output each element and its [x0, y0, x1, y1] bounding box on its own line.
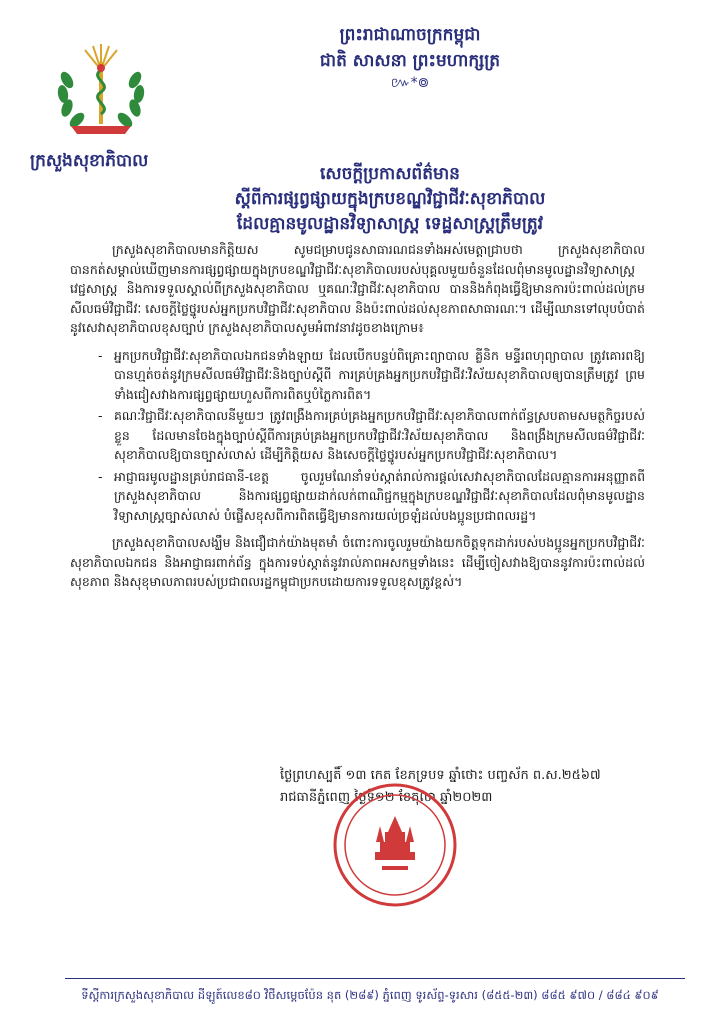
kingdom-title: ព្រះរាជាណាចក្រកម្ពុជា [339, 25, 481, 45]
footer-address: ទីស្តីការក្រសួងសុខាភិបាល ដីឡូត៍លេខ៨០ វិថីសម្តេចប៉ែន នុត (២៨៩) ភ្នំពេញ ទូរស័ព្ទ-ទូរសារ (៨៥៥-២៣) ៨៨៥ ៩៧០ / ៨៨៤ ៩០៩ [81, 988, 659, 1002]
ministry-name: ក្រសួងសុខាភិបាល [30, 151, 149, 171]
recommendation-list [70, 346, 645, 526]
title-line-1: សេចក្តីប្រកាសព័ត៌មាន [320, 164, 460, 184]
solar-date: រាជធានីភ្នំពេញ ថ្ងៃទី១២ ខែតុលា ឆ្នាំ២០២៣ [280, 790, 493, 805]
title-line-3: ដែលគ្មានមូលដ្ឋានវិទ្យាសាស្ត្រ ទេដ្ឋសាស្ត្រត្រឹមត្រូវ [236, 214, 544, 234]
list-item: - អាជ្ញាធរមូលដ្ឋានគ្រប់រាជធានី-ខេត្ត ចូលរួមណែនាំទប់ស្កាត់រាល់ការផ្តល់សេវាសុខាភិបាលដែលគ្មានការអនុញ្ញាតពីក្រសួងសុខាភិបាល និងការផ្សព្វផ្សាយដាក់លក់ពាណិជ្ជកម្មក្នុងក្របខណ្ឌវិជ្ជាជីវៈសុខាភិបាលដែលពុំមានមូលដ្ឋានវិទ្យាសាស្ត្រច្បាស់លាស់ បំផ្លើសខុសពីការពិតធ្វើឱ្យមានការយល់ច្រឡំដល់បងប្អូនប្រជាពលរដ្ឋ។ [70, 467, 645, 526]
ribbon [71, 126, 131, 134]
announcement-body [70, 240, 645, 592]
title-line-2: ស្តីពីការផ្សព្វផ្សាយក្នុងក្របខណ្ឌវិជ្ជាជីវៈសុខាភិបាល [234, 189, 546, 209]
footer-divider [65, 978, 685, 979]
list-item: - អ្នកប្រកបវិជ្ជាជីវៈសុខាភិបាលឯកជនទាំងឡាយ ដែលបើកបន្ទប់ពិគ្រោះព្យាបាល គ្លីនិក មន្ទីរពហុព្យាបាល ត្រូវគោរពឱ្យបានហ្មត់ចត់នូវក្រមសីលធម៌វិជ្ជាជីវៈនិងច្បាប់ស្តីពី ការគ្រប់គ្រងអ្នកប្រកបវិជ្ជាជីវៈវិស័យសុខាភិបាលឲ្យបានត្រឹមត្រូវ ព្រមទាំងជៀសវាងការផ្សព្វផ្សាយហួសពីការពិតឬបំភ្លៃការពិត។ [70, 346, 645, 405]
lunar-date: ថ្ងៃព្រហស្បតិ៍ ១៣ កេត ខែភទ្របទ ឆ្នាំថោះ បញ្ចស័ក ព.ស.២៥៦៧ [280, 768, 601, 783]
official-stamp [330, 780, 460, 910]
ornament-divider: ៚*៙ [390, 75, 430, 91]
ministry-logo [45, 40, 157, 140]
list-item: - គណៈវិជ្ជាជីវៈសុខាភិបាលនីមួយៗ ត្រូវពង្រឹងការគ្រប់គ្រងអ្នកប្រកបវិជ្ជាជីវៈសុខាភិបាលពាក់ព័ន្ធស្របតាមសមត្ថកិច្ចរបស់ខ្លួន ដែលមានចែងក្នុងច្បាប់ស្តីពីការគ្រប់គ្រងអ្នកប្រកបវិជ្ជាជីវៈវិស័យសុខាភិបាល និងពង្រឹងក្រមសីលធម៌វិជ្ជាជីវៈសុខាភិបាលឱ្យបានច្បាស់លាស់ ដើម្បីកិត្តិយស និងសេចក្តីថ្លៃថ្នូរបស់អ្នកប្រកបវិជ្ជាជីវៈសុខាភិបាល។ [70, 406, 645, 465]
closing-paragraph: ក្រសួងសុខាភិបាលសង្ឃឹម និងជឿជាក់យ៉ាងមុតមាំ ចំពោះការចូលរួមយ៉ាងយកចិត្តទុកដាក់របស់បងប្អូនអ្នកប្រកបវិជ្ជាជីវៈសុខាភិបាលឯកជន និងអាជ្ញាធរពាក់ព័ន្ធ ក្នុងការទប់ស្កាត់នូវរាល់ភាពអសកម្មទាំងនេះ ដើម្បីចៀសវាងឱ្យបាននូវការប៉ះពាល់ដល់សុខភាព និងសុខុមាលភាពរបស់ប្រជាពលរដ្ឋកម្ពុជាប្រកបដោយការទទួលខុសត្រូវខ្ពស់។ [70, 535, 645, 589]
intro-paragraph: ក្រសួងសុខាភិបាលមានកិត្តិយស សូមជម្រាបជូនសាធារណជនទាំងអស់មេត្តាជ្រាបថា ក្រសួងសុខាភិបាលបានកត់សម្គាល់ឃើញមានការផ្សព្វផ្សាយក្នុងក្របខណ្ឌវិជ្ជាជីវៈសុខាភិបាលរបស់បុគ្គលមួយចំនួនដែលពុំមានមូលដ្ឋានវិទ្យាសាស្ត្រ វេជ្ជសាស្ត្រ និងការទទួលស្គាល់ពីក្រសួងសុខាភិបាល ឬគណៈវិជ្ជាជីវៈសុខាភិបាល បាននិងកំពុងធ្វើឱ្យមានការប៉ះពាល់ដល់ក្រមសីលធម៌វិជ្ជាជីវៈ សេចក្តីថ្លៃថ្នូរបស់អ្នកប្រកបវិជ្ជាជីវៈសុខាភិបាល និងប៉ះពាល់ដល់សុខភាពសាធារណៈ។ ដើម្បីឈានទៅលុបបំបាត់នូវសេវាសុខាភិបាលខុសច្បាប់ ក្រសួងសុខាភិបាលសូមអំពាវនាវដូចខាងក្រោម៖ [70, 242, 645, 335]
national-motto: ជាតិ សាសនា ព្រះមហាក្សត្រ [319, 51, 501, 71]
caduceus-icon [97, 62, 105, 124]
national-header [260, 22, 560, 92]
angkor-temple-icon [375, 816, 415, 860]
announcement-title [180, 162, 600, 237]
